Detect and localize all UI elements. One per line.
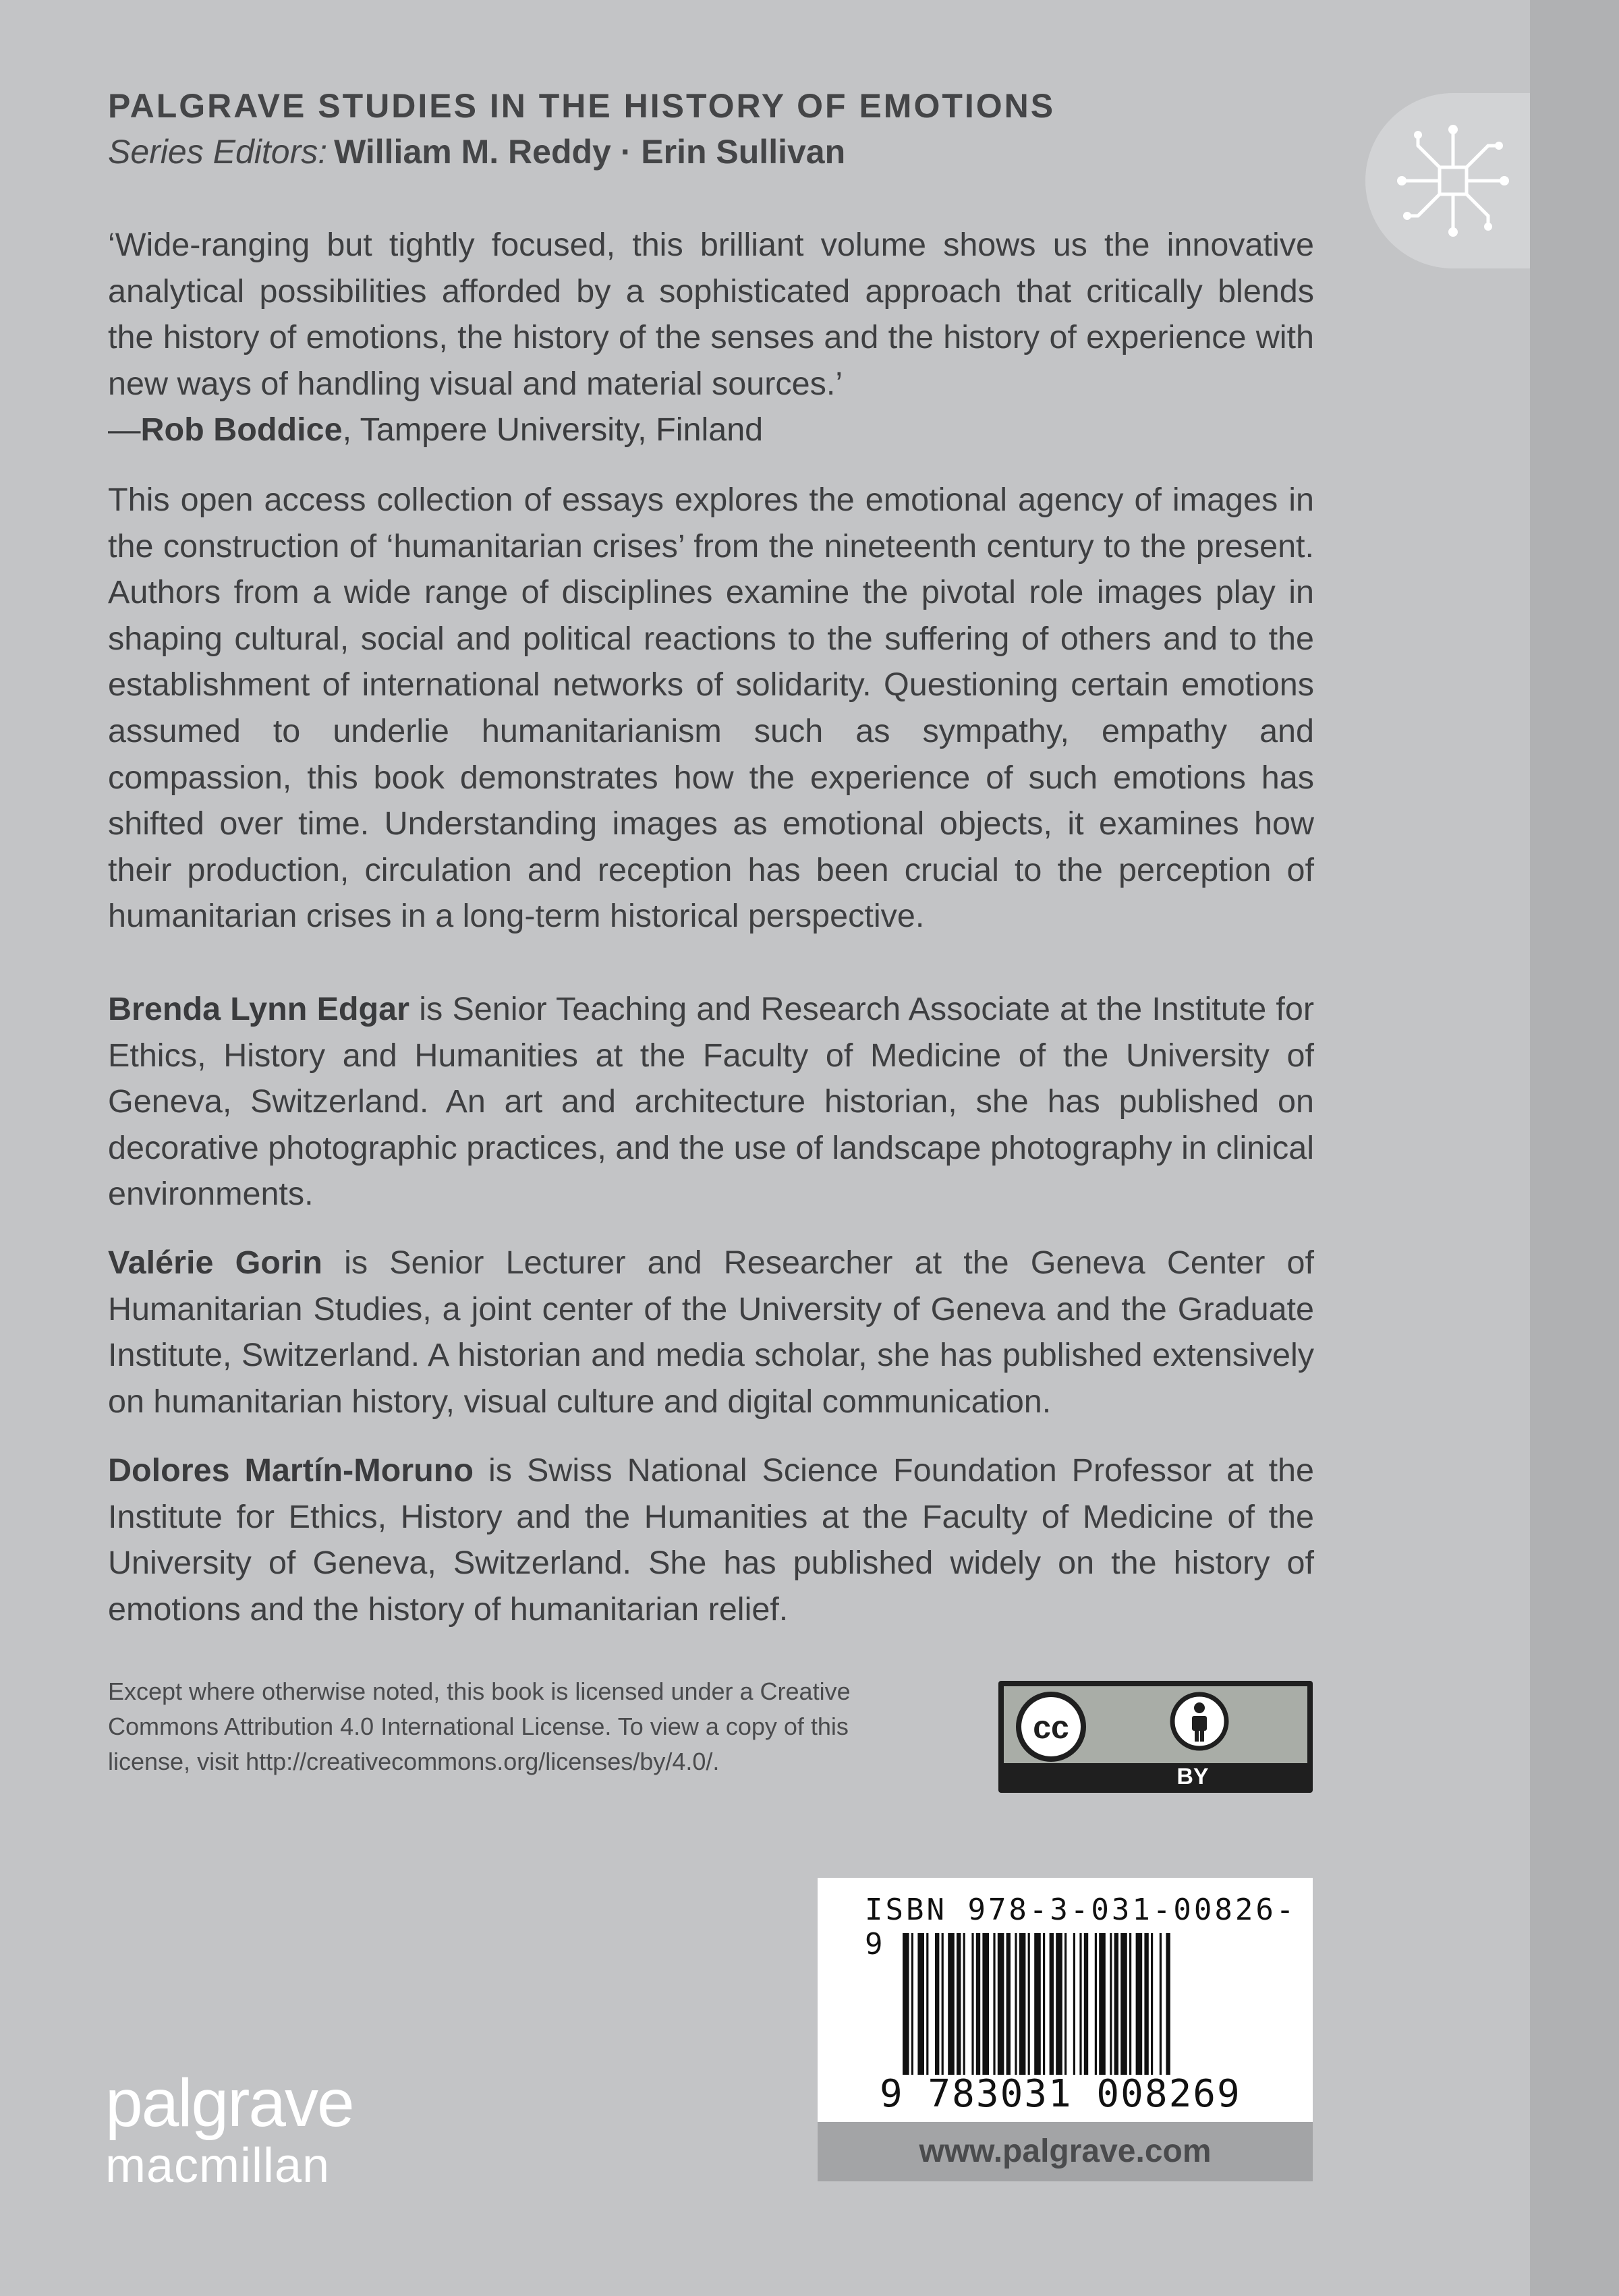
license-notice: Except where otherwise noted, this book is licensed under a Creative Commons Attribution 4.0 International License. To view a copy of this license, visit http://creativecommons.org/licenses/by/4.0/.	[108, 1677, 851, 1775]
barcode-bar	[963, 1933, 965, 2075]
barcode-bar	[1028, 1933, 1030, 2075]
editor-name: Dolores Martín-Moruno	[108, 1452, 474, 1489]
barcode-bar	[982, 1933, 989, 2075]
barcode-bar	[1099, 1933, 1106, 2075]
barcode-bar	[911, 1933, 913, 2075]
editor-bio	[108, 1447, 1314, 1632]
series-editors-label: Series Editors:	[108, 133, 328, 171]
cc-by-label: BY	[1176, 1764, 1209, 1789]
barcode-bar	[1129, 1933, 1131, 2075]
barcode-bar	[1114, 1933, 1118, 2075]
barcode-bar	[1006, 1933, 1011, 2075]
cc-by-icon	[998, 1681, 1313, 1793]
barcode-bar	[942, 1933, 944, 2075]
barcode-bar	[1073, 1933, 1075, 2075]
barcode-bar	[1050, 1933, 1054, 2075]
barcode-bar	[976, 1933, 980, 2075]
editor-name: Brenda Lynn Edgar	[108, 991, 410, 1027]
book-description: This open access collection of essays explores the emotional agency of images in the construction of ‘humanitarian crises’ from the nineteenth century to the present. Authors from a wide range of disciplines examine the pivotal role images play in shaping cultural, social and political reactions to the suffering of others and to the establishment of international networks of solidarity. Questioning certain emotions assumed to underlie humanitarianism such as sympathy, empathy and compassion, this book demonstrates how the experience of such emotions has shifted over time. Understanding images as emotional objects, it examines how their production, circulation and reception has been crucial to the perception of humanitarian crises in a long-term historical perspective.	[108, 482, 1314, 935]
quote-affiliation: , Tampere University, Finland	[342, 411, 764, 448]
barcode-bar	[1084, 1933, 1088, 2075]
barcode-bar	[1079, 1933, 1081, 2075]
spine-strip	[1530, 0, 1619, 2296]
series-editors	[108, 132, 1314, 171]
barcode-bar	[1160, 1933, 1162, 2075]
barcode-digits: 9 783031 008269	[880, 2072, 1241, 2116]
cc-text: cc	[1033, 1710, 1069, 1746]
quote-dash: —	[108, 411, 141, 448]
barcode-bar	[1095, 1933, 1097, 2075]
editor-bio-text: is Senior Teaching and Research Associate at the Institute for Ethics, History and Humanities at the Faculty of Medicine of the University of Geneva, Switzerland. An art and architecture historian, she has published on decorative photographic practices, and the use of landscape photography in clinical environments.	[108, 991, 1314, 1213]
barcode-bar	[1056, 1933, 1062, 2075]
website-text: www.palgrave.com	[919, 2133, 1212, 2169]
endorsement-quote: ‘Wide-ranging but tightly focused, this brilliant volume shows us the innovative analytical possibilities afforded by a sophisticated approach that critically blends the history of emotions, the history of the senses and the history of experience with new ways of handling visual and material sources.’	[108, 227, 1314, 402]
editor-bio-text: is Senior Lecturer and Researcher at the Geneva Center of Humanitarian Studies, a joint center of the University of Geneva and the Graduate Institute, Switzerland. A historian and media scholar, she has published extensively on humanitarian history, visual culture and digital communication.	[108, 1244, 1314, 1420]
barcode-bar	[971, 1933, 973, 2075]
barcode-bar	[1144, 1933, 1148, 2075]
isbn-label: ISBN 978-3-031-00826-9	[865, 1893, 1297, 1961]
publisher-website	[818, 2122, 1313, 2181]
barcode-bar	[935, 1933, 939, 2075]
series-title: PALGRAVE STUDIES IN THE HISTORY OF EMOTIONS	[108, 87, 1056, 125]
palgrave-network-icon	[1394, 121, 1512, 240]
barcode-bar	[1015, 1933, 1017, 2075]
publisher-name-line2: macmillan	[105, 2139, 331, 2193]
barcode-bar	[1064, 1933, 1067, 2075]
barcode-bars	[903, 1933, 1240, 2075]
barcode-bar	[917, 1933, 924, 2075]
barcode-bar	[1151, 1933, 1153, 2075]
quote-attribution	[108, 407, 1314, 453]
barcode-bar	[903, 1933, 909, 2075]
series-editors-names: William M. Reddy · Erin Sullivan	[334, 133, 846, 171]
barcode-bar	[1034, 1933, 1041, 2075]
barcode-bar	[1166, 1933, 1170, 2075]
palgrave-logo-tab	[1365, 93, 1530, 268]
editor-bio	[108, 1240, 1314, 1425]
barcode-bar	[993, 1933, 995, 2075]
cc-badge-graphic	[1004, 1686, 1307, 1763]
barcode-bar	[926, 1933, 928, 2075]
barcode-bar	[1136, 1933, 1143, 2075]
barcode-bar	[948, 1933, 955, 2075]
editor-bio	[108, 986, 1314, 1217]
barcode-bar	[1120, 1933, 1127, 2075]
editor-name: Valérie Gorin	[108, 1244, 322, 1281]
barcode-bar	[1110, 1933, 1112, 2075]
cc-badge-panel	[1004, 1686, 1307, 1763]
barcode-bar	[1019, 1933, 1026, 2075]
barcode-bar	[1043, 1933, 1045, 2075]
editor-bio-text: is Swiss National Science Foundation Professor at the Institute for Ethics, History and the Humanities at the Faculty of Medicine of the University of Geneva, Switzerland. She has published widely on the history of emotions and the history of humanitarian relief.	[108, 1452, 1314, 1628]
barcode-bar	[957, 1933, 961, 2075]
publisher-name-line1: palgrave	[105, 2065, 353, 2141]
quote-author: Rob Boddice	[140, 411, 343, 448]
barcode-bar	[998, 1933, 1004, 2075]
publisher-logo	[105, 2065, 353, 2193]
isbn-barcode	[818, 1878, 1313, 2122]
